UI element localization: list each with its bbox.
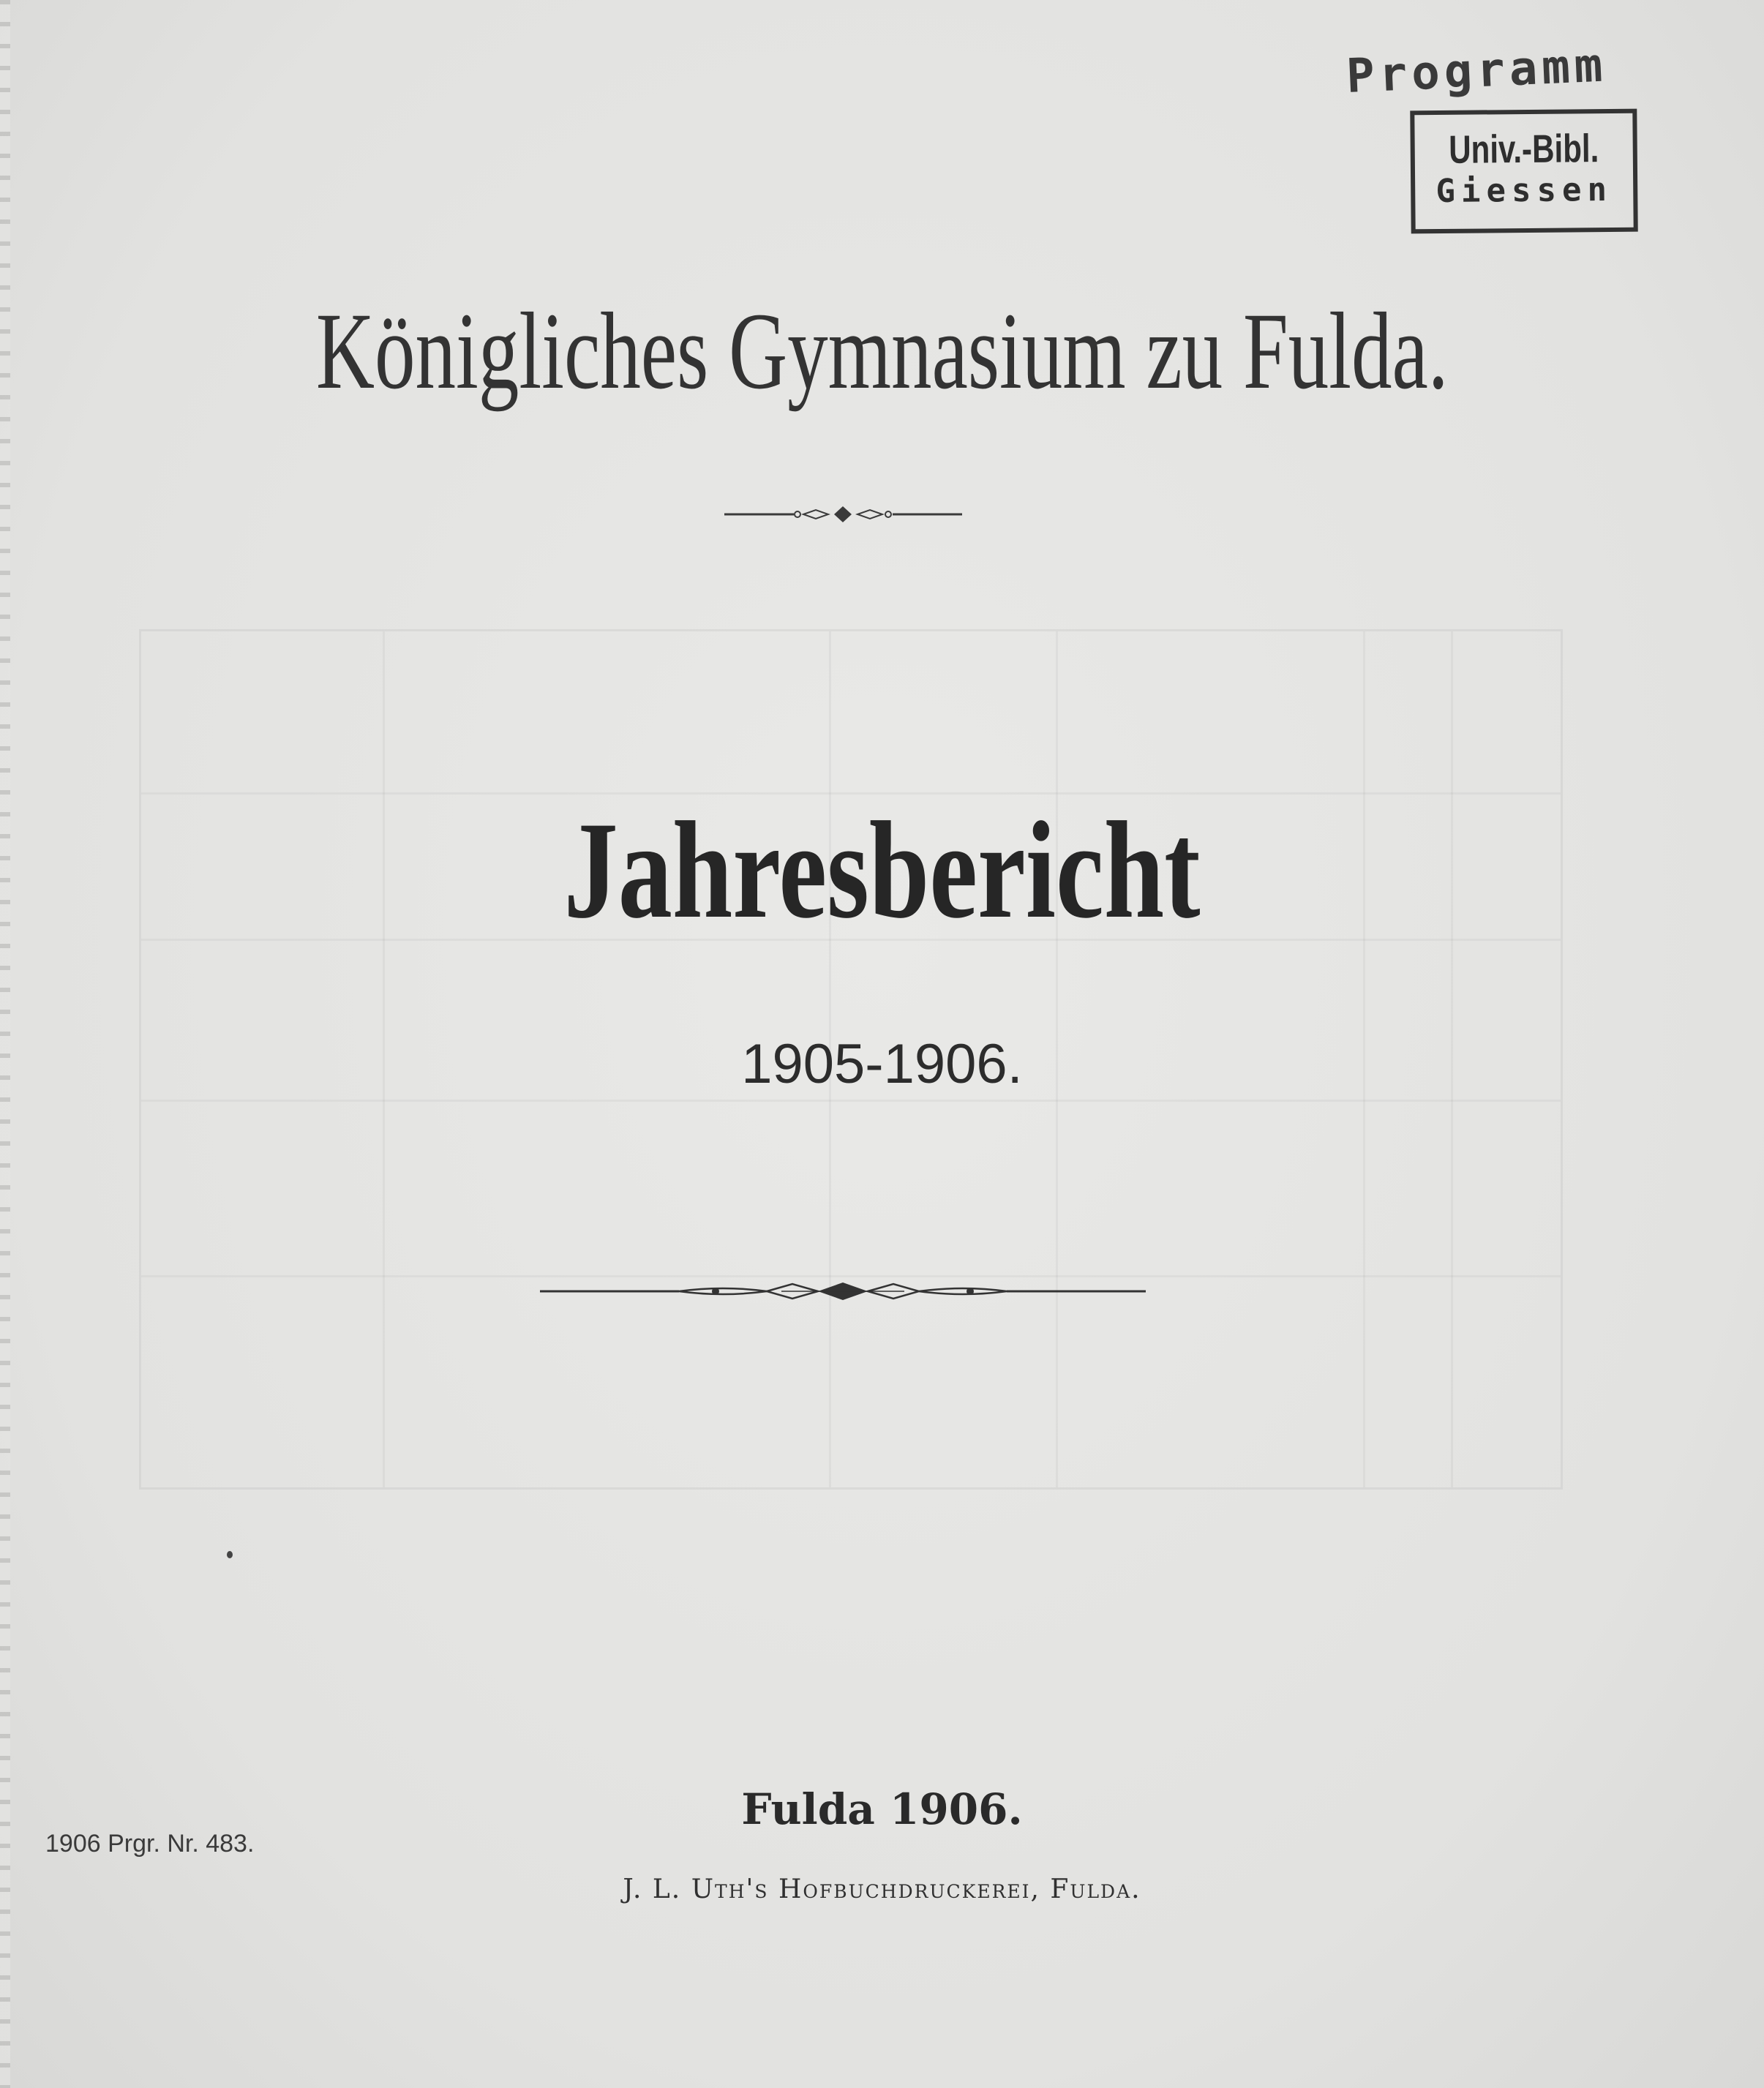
report-heading-text: Jahresbericht bbox=[563, 794, 1201, 947]
school-years: 1905-1906. bbox=[741, 1033, 1023, 1095]
program-stamp: Programm bbox=[1345, 38, 1608, 104]
large-ornament-rule bbox=[540, 1277, 1146, 1306]
shelfmark: 1906 Prgr. Nr. 483. bbox=[45, 1830, 255, 1858]
library-stamp-line2: Giessen bbox=[1435, 170, 1613, 211]
place-and-year: Fulda 1906. bbox=[741, 1784, 1023, 1834]
institution-title bbox=[0, 289, 1764, 413]
small-ornament-rule bbox=[724, 503, 962, 525]
library-stamp-line1: Univ.-Bibl. bbox=[1448, 127, 1599, 172]
institution-title-text: Königliches Gymnasium zu Fulda. bbox=[315, 290, 1449, 412]
printer-imprint: J. L. Uth's Hofbuchdruckerei, Fulda. bbox=[623, 1874, 1141, 1904]
report-heading bbox=[0, 794, 1764, 947]
stray-mark bbox=[227, 1551, 233, 1558]
library-stamp bbox=[1410, 109, 1637, 234]
